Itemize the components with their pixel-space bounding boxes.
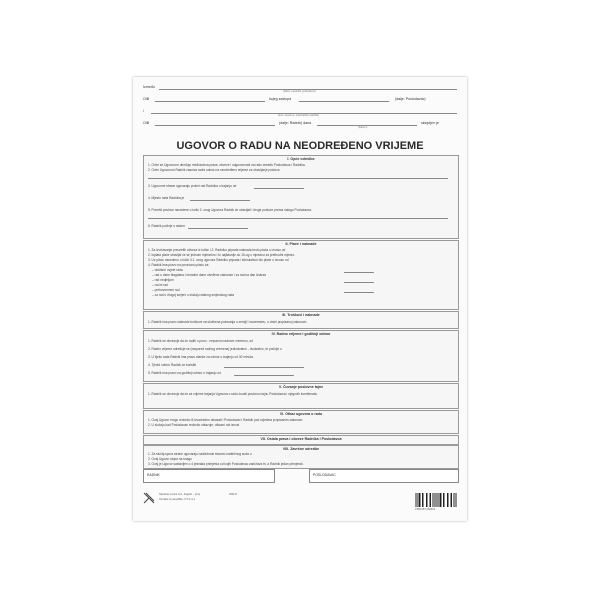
section-line: 3. Uz plaću navedenu u točki II.1. ovog ugovora Radniku pripada i stimulativni dio plaće u iznosu od bbox=[148, 258, 289, 262]
oib2-label: OIB bbox=[143, 121, 150, 125]
fill-line[interactable] bbox=[234, 375, 294, 376]
section-line: 1. Radnik se obvezuje da će za vrijeme trajanja Ugovora o radu čuvati poslovnu tajnu Poslodavca i njegovih komitenata. bbox=[148, 392, 318, 396]
section-line: 1. Ovaj Ugovor mogu redovito ili izvanredno otkazati i Poslodavac i Radnik pod uvjetima propisanim zakonom. bbox=[148, 418, 304, 422]
oib-field[interactable] bbox=[155, 101, 265, 102]
contract-form-sheet bbox=[133, 77, 467, 521]
employee-caption: (ime i prezime, prebivalište radnika) bbox=[278, 114, 319, 117]
kojeg-zastupa-label: kojeg zastupa bbox=[269, 97, 292, 101]
section-line: 2. U slučaju kad Poslodavac redovito otkazuje, otkazni rok iznosi bbox=[148, 423, 240, 427]
employer-caption: (Naziv i sjedište poslodavca) bbox=[283, 90, 316, 93]
poslodavac-label: (dalje: Poslodavac) bbox=[395, 97, 426, 101]
section-line: – prekovremeni rad bbox=[152, 288, 180, 292]
section-line: 2. Ovim Ugovorom Radnik zasniva radni odnos na neodređeno vrijeme za obavljanje poslova bbox=[148, 168, 280, 172]
section-salary bbox=[143, 240, 459, 310]
barcode bbox=[415, 493, 457, 507]
fill-line[interactable] bbox=[188, 228, 248, 229]
fill-line[interactable] bbox=[254, 188, 304, 189]
section-line: 6. Radnik počinje s radom bbox=[148, 224, 185, 228]
section-line: 5. Radnik ima pravo na godišnji odmor u trajanju od bbox=[148, 371, 221, 375]
section-line: – za rad u drugoj smjeni u slučaju stalnog smjenskog rada bbox=[152, 293, 235, 297]
section-line: 4. Mjesto rada Radnika je bbox=[148, 196, 185, 200]
section-line: 4. Radnik ima pravo na povećanu plaću za: bbox=[148, 263, 210, 267]
radnik-label: RADNIK bbox=[147, 473, 160, 477]
percent-field[interactable] bbox=[344, 282, 374, 283]
order-code: Oznaka za narudžbu: UT-X-4-1 bbox=[159, 498, 195, 501]
izmedu-label: Između bbox=[143, 85, 155, 89]
percent-field[interactable] bbox=[344, 272, 374, 273]
section-line: – noćni rad bbox=[152, 283, 168, 287]
section-line: 3. Ugovorne strane ugovaraju probni rad Radnika u trajanju od bbox=[148, 184, 237, 188]
section-line: 3. Ovaj je Ugovor sastavljen u 4 jednaka primjerka od kojih Poslodavac zadržava tri, a Radnik jedan primjerak. bbox=[148, 462, 304, 466]
section-line: 2. Radno vrijeme određuje se (raspored radnog vremena) jednokratno - dvokratno, te počinje u bbox=[148, 347, 282, 351]
section-title: III. Troškovi i naknade bbox=[282, 313, 320, 317]
i-label: i bbox=[143, 109, 144, 113]
employer-signature-box[interactable] bbox=[309, 469, 459, 483]
percent-field[interactable] bbox=[344, 292, 374, 293]
section-final-provisions bbox=[143, 445, 459, 469]
date-caption: (Datum) bbox=[358, 126, 368, 129]
section-line: 2. Isplata plaće obavljat će se jednom mjesečno i to najkasnije do 15-og u mjesecu za prethodni mjesec. bbox=[148, 253, 296, 257]
section-line: – otežane uvjete rada bbox=[152, 268, 183, 272]
section-title: V. Čuvanje poslovne tajne bbox=[278, 385, 324, 389]
section-line: 1. Radnik se obvezuje da će raditi u puno - nepunom radnom vremenu, od bbox=[148, 339, 253, 343]
section-title: I. Opće odredbe bbox=[287, 157, 315, 161]
sklopljen-label: sklopljen je bbox=[421, 121, 439, 125]
oib2-field[interactable] bbox=[155, 125, 275, 126]
section-title: VII. Ostala prava i obveze Radnika i Poslodavca bbox=[260, 437, 342, 441]
barcode-number: 3 860157 062461 bbox=[415, 508, 436, 511]
section-title: VIII. Završne odredbe bbox=[282, 447, 320, 451]
poslodavac-label: POSLODAVAC bbox=[313, 473, 336, 477]
section-working-time bbox=[143, 330, 459, 382]
section-other-rights bbox=[143, 435, 459, 445]
section-confidentiality bbox=[143, 383, 459, 409]
section-line: 1. Za slučaj spora strane ugovaraju nadležnost stvarno nadležnog suda u bbox=[148, 452, 252, 456]
publisher-logo-icon bbox=[143, 492, 155, 504]
form-number: 301117 bbox=[229, 493, 238, 496]
section-costs bbox=[143, 311, 459, 329]
section-line: – rad nedjeljom bbox=[152, 278, 174, 282]
section-general bbox=[143, 155, 459, 239]
section-line: 1. Ovim se Ugovorom utvrđuju međusobna prava, obveze i odgovornosti na radu između Poslodavca i Radnika. bbox=[148, 163, 306, 167]
section-termination bbox=[143, 410, 459, 434]
section-title: IV. Radno vrijeme i godišnji odmor bbox=[271, 332, 331, 336]
oib-label: OIB bbox=[143, 97, 150, 101]
radnik-dana-label: (dalje: Radnik) dana bbox=[279, 121, 312, 125]
section-line: 1. Radnik ima pravo naknade troškove za službena putovanja u zemlji i inozemstvu, u visini propisanoj zakonom. bbox=[148, 320, 308, 324]
section-line: – rad u dane blagdana i neradne dane utvrđene zakonom i za rad na dan Uskrsa bbox=[152, 273, 266, 277]
section-line: 1. Za izvršavanje preuzetih obveza iz točke I.2. Radniku pripada naknada bruto plaća u iznosu od bbox=[148, 248, 286, 252]
section-title: II. Plaće i naknade bbox=[285, 242, 317, 246]
section-line: 3. U tijeku rada Radnik ima pravo stanke za odmor u trajanju od 30 minuta. bbox=[148, 355, 254, 359]
document-title: UGOVOR O RADU NA NEODREĐENO VRIJEME bbox=[176, 140, 424, 152]
section-line: 4. Tjedni odmor Radnik će koristiti bbox=[148, 363, 196, 367]
fill-line[interactable] bbox=[148, 178, 448, 179]
fill-line[interactable] bbox=[224, 367, 304, 368]
section-line: 5. Ponešli poslove navedene u točki 2. ovog Ugovora Radnik će obavljati i druge poslove prema nalogu Poslodavca. bbox=[148, 208, 312, 212]
fill-line[interactable] bbox=[148, 218, 448, 219]
publisher-text: Narodne novine d.d., Zagreb – (cm) bbox=[159, 493, 201, 496]
representative-field[interactable] bbox=[299, 101, 389, 102]
fill-line[interactable] bbox=[190, 200, 250, 201]
section-line: 2. Ovaj Ugovor stupa na snagu bbox=[148, 457, 192, 461]
employee-signature-box[interactable] bbox=[143, 469, 275, 483]
section-title: VI. Otkaz ugovora o radu bbox=[279, 412, 323, 416]
